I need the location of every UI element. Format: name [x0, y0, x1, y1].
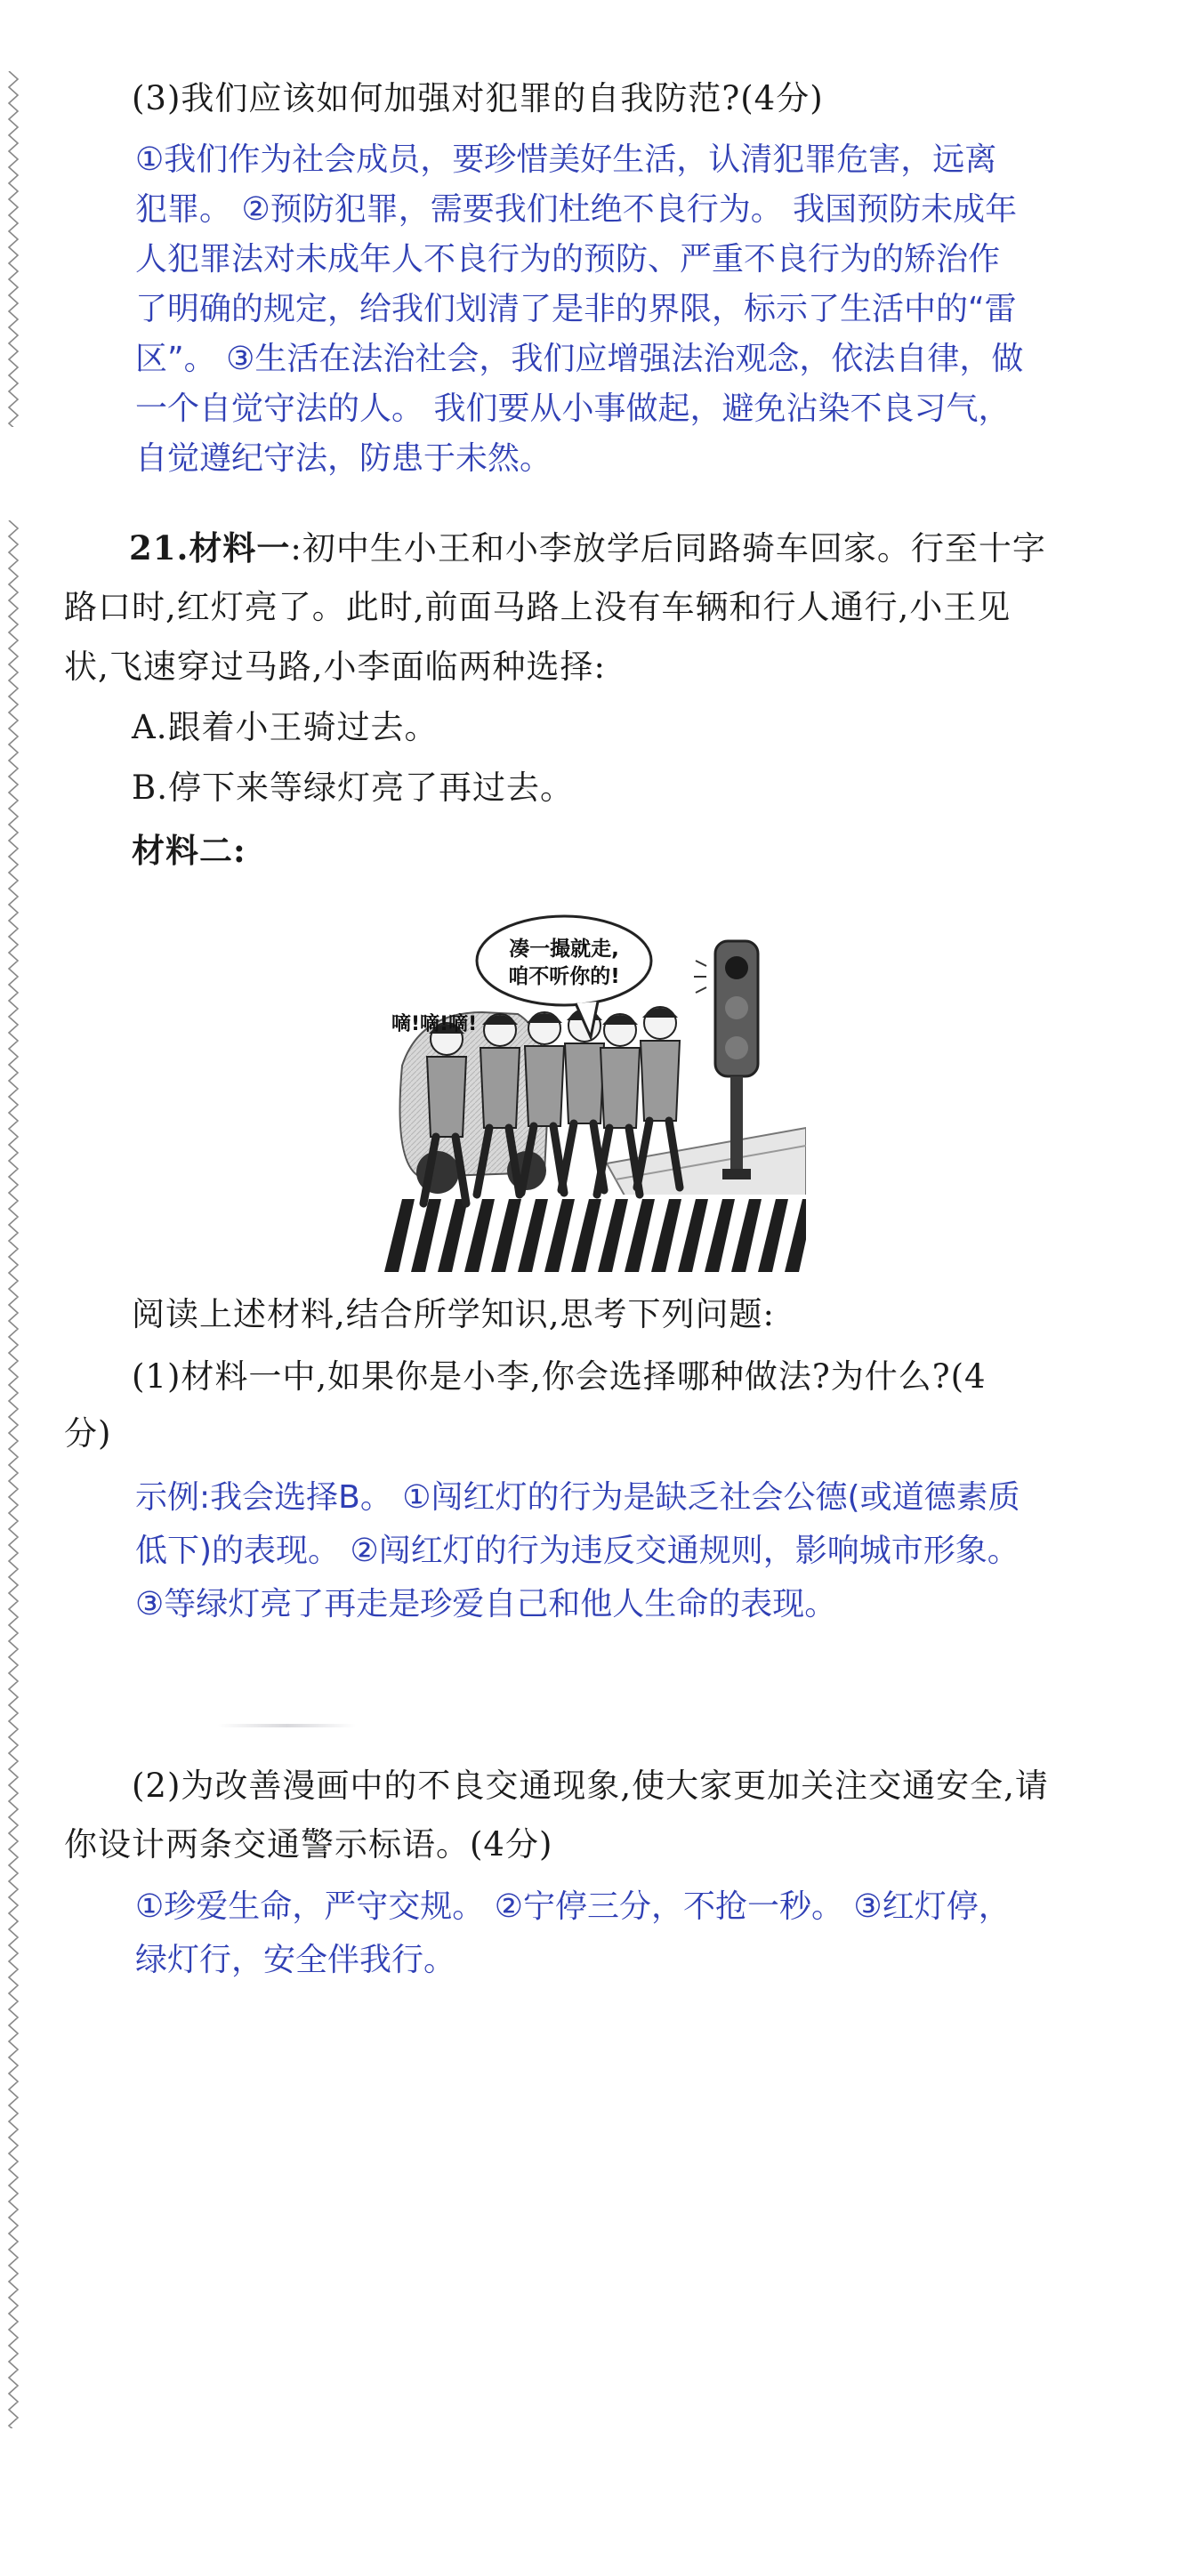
sub1-answer-line: 示例:我会选择B。 ①闯红灯的行为是缺乏社会公德(或道德素质	[135, 1479, 1020, 1516]
q3-answer-line: 自觉遵纪守法，防患于未然。	[135, 440, 552, 477]
q3-question: (3)我们应该如何加强对犯罪的自我防范?(4分)	[132, 79, 824, 117]
q3-answer-line: ①我们作为社会成员，要珍惜美好生活，认清犯罪危害，远离	[135, 141, 997, 178]
sub1-answer-line: ③等绿灯亮了再走是珍爱自己和他人生命的表现。	[135, 1586, 837, 1622]
q3-answer-line: 了明确的规定，给我们划清了是非的界限，标示了生活中的“雷	[135, 291, 1017, 327]
option-a: A.跟着小王骑过去。	[132, 708, 439, 746]
q3-answer-line: 人犯罪法对未成年人不良行为的预防、严重不良行为的矫治作	[135, 241, 1001, 278]
sub1-question-continued: 分)	[64, 1414, 112, 1453]
car-horn-text: 嘀!嘀!嘀!	[391, 1013, 478, 1035]
speech-bubble-text-line1: 凑一撮就走,	[509, 938, 619, 961]
q3-answer-line: 一个自觉守法的人。 我们要从小事做起，避免沾染不良习气，	[135, 390, 1011, 427]
option-b: B.停下来等绿灯亮了再过去。	[132, 769, 574, 807]
material2-label: 材料二:	[132, 831, 246, 870]
material1-line: 路口时,红灯亮了。此时,前面马路上没有车辆和行人通行,小王见	[64, 588, 1012, 626]
sub1-answer-line: 低下)的表现。 ②闯红灯的行为违反交通规则，影响城市形象。	[135, 1533, 1020, 1569]
sub2-answer-line: ①珍爱生命，严守交规。 ②宁停三分，不抢一秒。 ③红灯停，	[135, 1888, 1011, 1925]
material1-label: 材料一	[189, 528, 291, 568]
scan-smudge	[218, 1724, 356, 1727]
q3-answer-line: 区”。 ③生活在法治社会，我们应增强法治观念，依法自律，做	[135, 341, 1024, 377]
binding-edge-decoration	[4, 520, 23, 2428]
material1-text: :初中生小王和小李放学后同路骑车回家。行至十字	[290, 529, 1046, 568]
q21-number: 21.	[129, 528, 189, 568]
binding-edge-decoration	[4, 71, 23, 427]
speech-bubble-text-line2: 咱不听你的!	[508, 965, 620, 988]
instruction: 阅读上述材料,结合所学知识,思考下列问题:	[132, 1295, 775, 1333]
sub2-question-continued: 你设计两条交通警示标语。(4分)	[64, 1825, 553, 1864]
sub2-answer-line: 绿灯行，安全伴我行。	[135, 1942, 456, 1978]
sub1-question: (1)材料一中,如果你是小李,你会选择哪种做法?为什么?(4	[132, 1357, 987, 1396]
q3-answer-line: 犯罪。 ②预防犯罪，需要我们杜绝不良行为。 我国预防未成年	[135, 191, 1018, 228]
sub2-question: (2)为改善漫画中的不良交通现象,使大家更加关注交通安全,请	[132, 1767, 1049, 1805]
material1-line: 状,飞速穿过马路,小李面临两种选择:	[64, 648, 606, 686]
q21-material1-line	[129, 523, 1046, 574]
traffic-cartoon-illustration	[384, 906, 806, 1272]
